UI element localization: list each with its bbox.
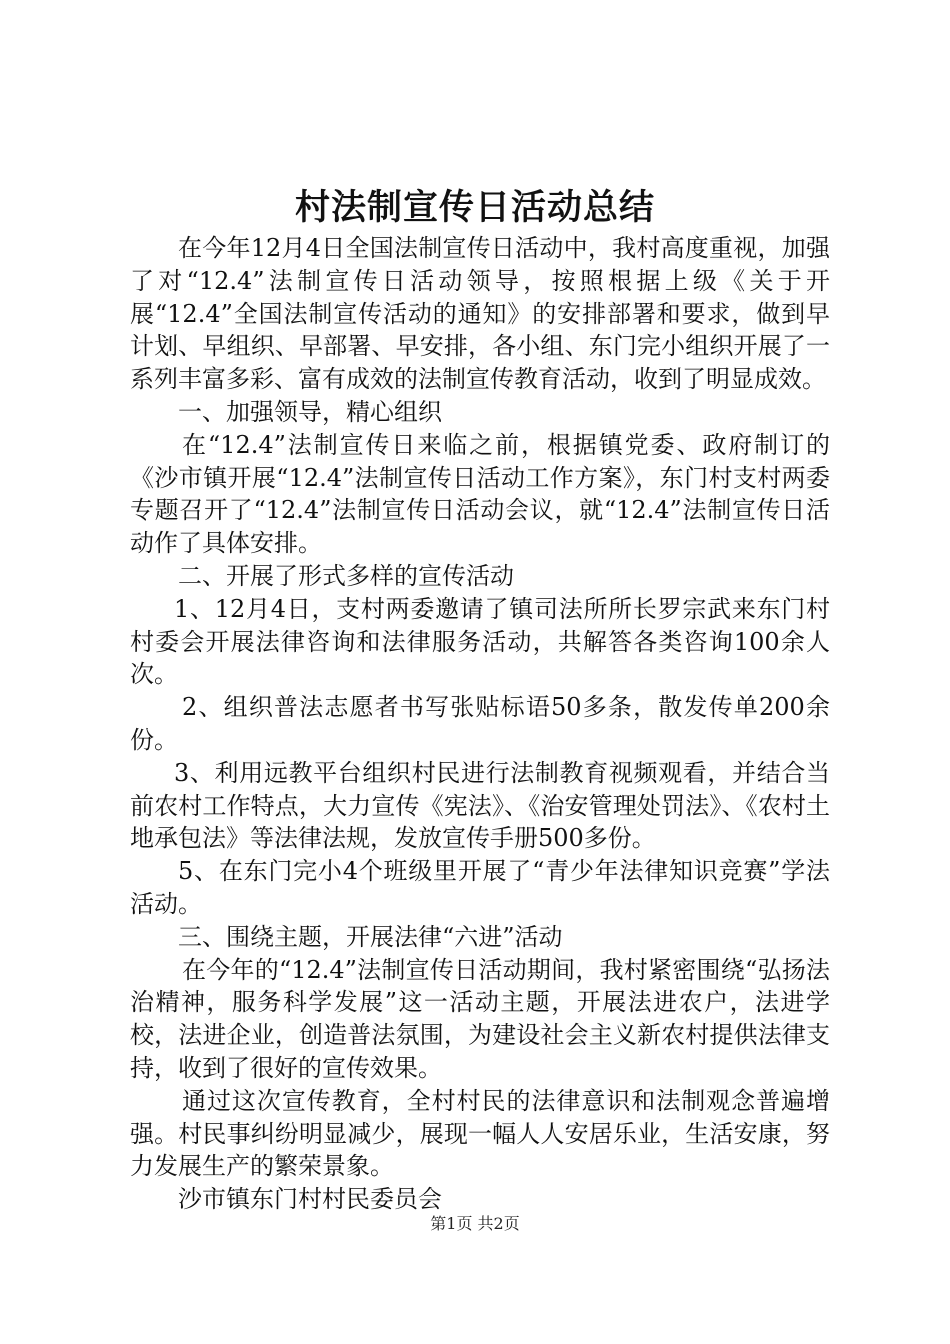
section-heading-2: 二、开展了形式多样的宣传活动	[178, 561, 514, 590]
section-1-paragraph: 在“12.4”法制宣传日来临之前，根据镇党委、政府制订的《沙市镇开展“12.4”法制宣传日活动工作方案》，东门村支村两委专题召开了“12.4”法制宣传日活动会议，就“12.4”法制宣传日活动作了具体安排。	[130, 430, 830, 558]
activity-item-5: 5、在东门完小4个班级里开展了“青少年法律知识竞赛”学法活动。	[130, 857, 830, 918]
section-heading-1: 一、加强领导，精心组织	[178, 397, 442, 426]
document-body	[130, 232, 830, 1216]
page-number: 第1页 共2页	[430, 1214, 520, 1233]
intro-paragraph: 在今年12月4日全国法制宣传日活动中，我村高度重视，加强了对“12.4”法制宣传日活动领导，按照根据上级《关于开展“12.4”全国法制宣传活动的通知》的安排部署和要求，做到早计划、早组织、早部署、早安排，各小组、东门完小组织开展了一系列丰富多彩、富有成效的法制宣传教育活动，收到了明显成效。	[130, 234, 830, 394]
conclusion-paragraph: 通过这次宣传教育，全村村民的法律意识和法制观念普遍增强。村民事纠纷明显减少，展现一幅人人安居乐业，生活安康，努力发展生产的繁荣景象。	[130, 1086, 830, 1181]
activity-item-2: 2、组织普法志愿者书写张贴标语50多条，散发传单200余份。	[130, 693, 830, 754]
document-title: 村法制宣传日活动总结	[294, 187, 655, 228]
signature-line: 沙市镇东门村村民委员会	[178, 1185, 442, 1214]
activity-item-3: 3、利用远教平台组织村民进行法制教育视频观看，并结合当前农村工作特点，大力宣传《宪法》、《治安管理处罚法》、《农村土地承包法》等法律法规，发放宣传手册500多份。	[130, 758, 830, 853]
section-heading-3: 三、围绕主题，开展法律“六进”活动	[178, 922, 563, 951]
activity-item-1: 1、12月4日，支村两委邀请了镇司法所所长罗宗武来东门村村委会开展法律咨询和法律服务活动，共解答各类咨询100余人次。	[130, 594, 830, 689]
section-3-paragraph: 在今年的“12.4”法制宣传日活动期间，我村紧密围绕“弘扬法治精神，服务科学发展”这一活动主题，开展法进农户，法进学校，法进企业，创造普法氛围，为建设社会主义新农村提供法律支持，收到了很好的宣传效果。	[130, 955, 830, 1082]
